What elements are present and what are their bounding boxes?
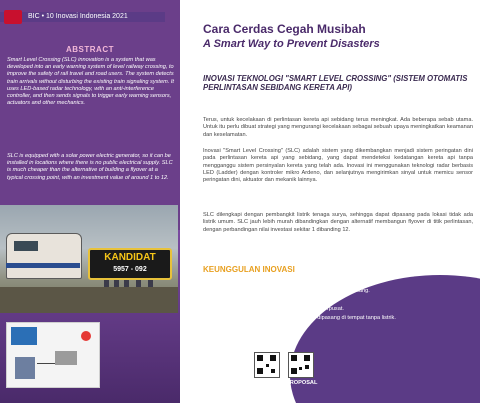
logo-icon [4, 10, 22, 24]
header-text: BIC • 10 Inovasi Indonesia 2021 [28, 13, 128, 20]
abstract-paragraph-1: Smart Level Crossing (SLC) innovation is a system that was developed into an early warning system of level railway crossing, to improve the safety of rail travel and road users. The system detects train arrivals without disturbing the existing train signaling system. It uses LED-based radar technology, with an anti-interference controller, and then sends signals to trigger early warning sensors, actuators and other mechanics. [7, 57, 174, 107]
keunggulan-title: KEUNGGULAN INOVASI [203, 265, 295, 274]
badge-code: 5957 - 092 [113, 266, 147, 273]
warning-light-icon [81, 331, 91, 341]
qr-code-icon [288, 352, 314, 378]
train-locomotive [6, 233, 82, 279]
connector-line [37, 363, 55, 364]
list-item: • Dapat dikembangkan untuk monitoring secara terpusat. [203, 306, 344, 312]
solar-panel-icon [15, 357, 35, 379]
monitor-icon [11, 327, 37, 345]
badge-title: KANDIDAT [104, 252, 156, 263]
body-paragraph-3: SLC dilengkapi dengan pembangkit listrik tenaga surya, sehingga dapat dipasang pada lokasi tidak ada listrik umum. SLC jauh lebih murah dibandingkan dengan alternatif membangun flyover di titik perlintasan, dengan perbandingan nilai investasi sekitar 1 dibanding 12. [203, 212, 473, 233]
proposal-link[interactable] [286, 352, 316, 386]
section-title: INOVASI TEKNOLOGI "SMART LEVEL CROSSING" (SISTEM OTOMATIS PERLINTASAN SEBIDANG KERETA API) [203, 74, 468, 92]
train-stripe [6, 263, 80, 268]
body-paragraph-1: Terus, untuk kecelakaan di perlintasan kereta api sebidang terus meningkat. Ada beberapa sebab utama. Untuk itu perlu dibuat strategi yang mengurangi kecelakaan sebagai sebuah upaya meningkatkan keamanan dan keselamatan. [203, 117, 473, 138]
video-link[interactable] [252, 352, 282, 386]
video-label: VIDEO [258, 380, 276, 386]
rail-tracks [0, 287, 178, 313]
main-title: Cara Cerdas Cegah Musibah [203, 22, 366, 36]
train-window [14, 241, 38, 251]
body-paragraph-2: Inovasi "Smart Level Crossing" (SLC) adalah sistem yang dikembangkan menjadi sistem peringatan dini pada perlintasan kereta api yang sebidang, yang dapat mendeteksi kedatangan kereta api tanpa mengganggu sistem persinyalan kereta yang telah ada. Inovasi ini menggunakan teknologi radar berbasis LED (Ladder) dengan kontroler mikro Ardeno, dan selanjutnya mengirimkan sinyal untuk memicu sensor peringatan dini, aktuator dan mekanik lainnya. [203, 148, 473, 184]
keunggulan-list [203, 278, 465, 323]
qr-code-icon [254, 352, 280, 378]
candidate-badge [88, 248, 172, 280]
list-item: • Bekerja tanpa operator dalam mengoperasikan sinyal dan palang. [203, 288, 370, 294]
proposal-label: PROPOSAL [286, 380, 318, 386]
abstract-title: ABSTRACT [66, 45, 114, 54]
system-diagram [6, 322, 100, 388]
list-item: • Dilengkapi dengan sistem redundansi dan failsafe. [203, 297, 332, 303]
controller-box-icon [55, 351, 77, 365]
list-item: • Menggunakan tenaga surya sehingga dapat dipasang di tempat tanpa listrik. [203, 315, 396, 321]
list-item: • Dapat mendeteksi kedatangan kereta api secara mandiri. [203, 279, 349, 285]
abstract-paragraph-2: SLC is equipped with a solar power electric generator, so it can be installed in locations where there is no public electrical supply. SLC is much cheaper than the alternative of building a flyover at a typical crossing point, with an investment value of around 1 to 12. [7, 153, 173, 181]
main-subtitle: A Smart Way to Prevent Disasters [203, 38, 380, 50]
